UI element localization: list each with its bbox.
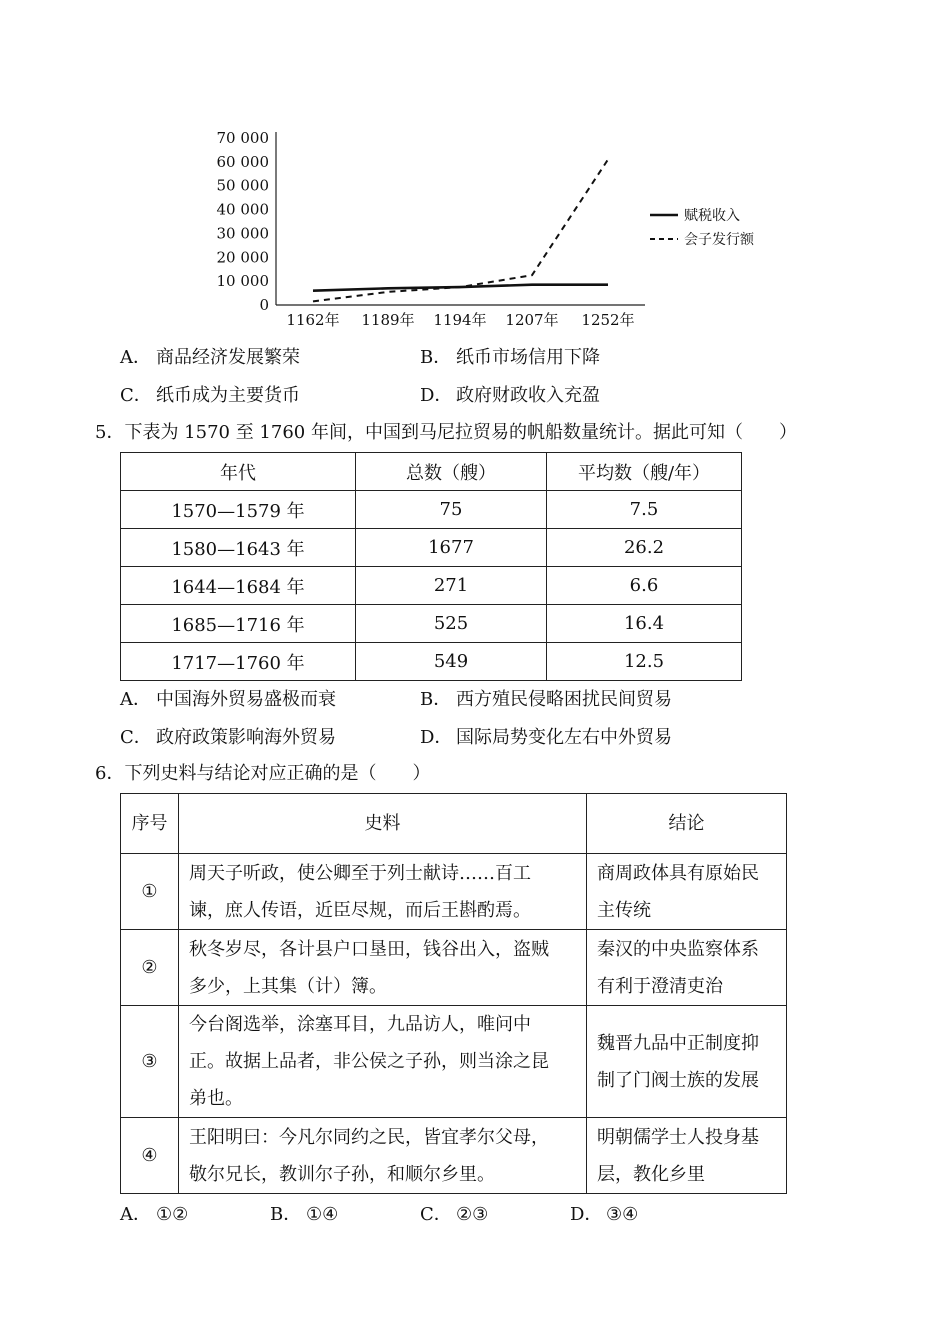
table-cell: 7.5 bbox=[547, 491, 742, 529]
table-row bbox=[121, 1118, 787, 1194]
table-cell: 1644—1684 年 bbox=[121, 567, 356, 605]
header-cell: 年代 bbox=[121, 453, 356, 491]
q4-option-c[interactable]: C． 纸币成为主要货币 bbox=[120, 385, 300, 406]
table-row bbox=[121, 854, 787, 930]
y-tick-label: 10 000 bbox=[216, 272, 269, 291]
q6-option-b[interactable]: B． ①④ bbox=[270, 1204, 339, 1225]
table-cell: 549 bbox=[356, 643, 547, 681]
table-row bbox=[121, 567, 742, 605]
x-tick-label: 1207年 bbox=[505, 311, 559, 329]
table-cell: 525 bbox=[356, 605, 547, 643]
source-cell: 今台阁选举，涂塞耳目，九品访人，唯问中 正。故据上品者，非公侯之子孙，则当涂之昆 弟也。 bbox=[179, 1006, 587, 1118]
header-cell: 平均数（艘/年） bbox=[547, 453, 742, 491]
source-cell: 王阳明曰：今凡尔同约之民，皆宜孝尔父母， 敬尔兄长，教训尔子孙，和顺尔乡里。 bbox=[179, 1118, 587, 1194]
table-header-row bbox=[121, 453, 742, 491]
y-tick-label: 0 bbox=[259, 296, 269, 314]
q6-option-c[interactable]: C． ②③ bbox=[420, 1204, 489, 1225]
row-number: ③ bbox=[121, 1006, 179, 1118]
q5-option-a[interactable]: A． 中国海外贸易盛极而衰 bbox=[120, 689, 336, 710]
legend-label: 会子发行额 bbox=[684, 232, 754, 248]
q5-option-c[interactable]: C． 政府政策影响海外贸易 bbox=[120, 727, 336, 748]
q5-table bbox=[120, 452, 742, 681]
conclusion-cell: 魏晋九品中正制度抑 制了门阀士族的发展 bbox=[587, 1006, 787, 1118]
table-row bbox=[121, 930, 787, 1006]
x-tick-label: 1162年 bbox=[286, 311, 340, 329]
table-row bbox=[121, 529, 742, 567]
x-tick-label: 1252年 bbox=[581, 311, 635, 329]
x-axis-ticks bbox=[286, 311, 634, 329]
table-row bbox=[121, 605, 742, 643]
header-cell: 总数（艘） bbox=[356, 453, 547, 491]
table-cell: 1570—1579 年 bbox=[121, 491, 356, 529]
row-number: ④ bbox=[121, 1118, 179, 1194]
y-tick-label: 40 000 bbox=[216, 200, 269, 219]
table-cell: 1717—1760 年 bbox=[121, 643, 356, 681]
q4-option-d[interactable]: D． 政府财政收入充盈 bbox=[420, 385, 600, 406]
y-axis-ticks bbox=[217, 129, 270, 314]
source-cell: 周天子听政，使公卿至于列士献诗……百工 谏，庶人传语，近臣尽规，而后王斟酌焉。 bbox=[179, 854, 587, 930]
chart-series bbox=[313, 159, 608, 301]
y-tick-label: 30 000 bbox=[216, 224, 269, 243]
y-tick-label: 60 000 bbox=[216, 152, 269, 171]
source-cell: 秋冬岁尽，各计县户口垦田，钱谷出入，盗贼 多少，上其集（计）簿。 bbox=[179, 930, 587, 1006]
table-cell: 26.2 bbox=[547, 529, 742, 567]
y-tick-label: 20 000 bbox=[216, 248, 269, 267]
q6-option-d[interactable]: D． ③④ bbox=[570, 1204, 639, 1225]
header-cell: 史料 bbox=[179, 794, 587, 854]
q6-stem: 6．下列史料与结论对应正确的是（ ） bbox=[95, 763, 431, 784]
table-header-row bbox=[121, 794, 787, 854]
conclusion-cell: 商周政体具有原始民 主传统 bbox=[587, 854, 787, 930]
q5-option-d[interactable]: D． 国际局势变化左右中外贸易 bbox=[420, 727, 672, 748]
q5-stem: 5．下表为 1570 至 1760 年间，中国到马尼拉贸易的帆船数量统计。据此可知（ ） bbox=[95, 422, 797, 443]
table-cell: 75 bbox=[356, 491, 547, 529]
chart-legend bbox=[650, 207, 755, 248]
table-cell: 1580—1643 年 bbox=[121, 529, 356, 567]
conclusion-cell: 秦汉的中央监察体系 有利于澄清吏治 bbox=[587, 930, 787, 1006]
table-cell: 271 bbox=[356, 567, 547, 605]
table-row bbox=[121, 643, 742, 681]
x-tick-label: 1189年 bbox=[361, 311, 415, 329]
table-cell: 1677 bbox=[356, 529, 547, 567]
table-cell: 1685—1716 年 bbox=[121, 605, 356, 643]
y-tick-label: 50 000 bbox=[216, 176, 269, 195]
header-cell: 序号 bbox=[121, 794, 179, 854]
table-row bbox=[121, 491, 742, 529]
line-chart bbox=[200, 120, 800, 335]
q4-option-b[interactable]: B． 纸币市场信用下降 bbox=[420, 347, 600, 368]
table-cell: 6.6 bbox=[547, 567, 742, 605]
y-tick-label: 70 000 bbox=[216, 129, 269, 147]
header-cell: 结论 bbox=[587, 794, 787, 854]
q6-option-a[interactable]: A． ①② bbox=[120, 1204, 189, 1225]
q5-option-b[interactable]: B． 西方殖民侵略困扰民间贸易 bbox=[420, 689, 672, 710]
table-cell: 16.4 bbox=[547, 605, 742, 643]
x-tick-label: 1194年 bbox=[433, 311, 487, 329]
table-row bbox=[121, 1006, 787, 1118]
q4-option-a[interactable]: A． 商品经济发展繁荣 bbox=[120, 347, 300, 368]
legend-label: 赋税收入 bbox=[684, 208, 740, 224]
row-number: ② bbox=[121, 930, 179, 1006]
q6-table bbox=[120, 793, 787, 1194]
row-number: ① bbox=[121, 854, 179, 930]
table-cell: 12.5 bbox=[547, 643, 742, 681]
conclusion-cell: 明朝儒学士人投身基 层，教化乡里 bbox=[587, 1118, 787, 1194]
series-line-2 bbox=[313, 160, 608, 302]
